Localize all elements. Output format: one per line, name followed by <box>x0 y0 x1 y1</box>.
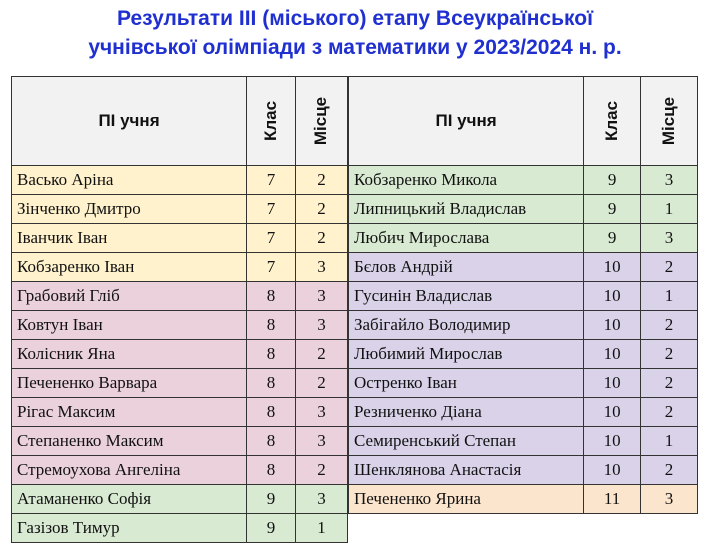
grade-cell: 8 <box>247 398 296 427</box>
student-name-cell: Липницький Владислав <box>349 195 584 224</box>
table-row <box>349 340 698 369</box>
title-line-1: Результати ІІІ (міського) етапу Всеукраїнської <box>116 7 593 30</box>
header-grade <box>247 77 296 166</box>
grade-cell: 7 <box>247 166 296 195</box>
student-name-cell: Зінченко Дмитро <box>12 195 247 224</box>
student-name-cell: Атаманенко Софія <box>12 485 247 514</box>
place-cell: 2 <box>641 253 698 282</box>
grade-cell: 10 <box>584 282 641 311</box>
student-name-cell: Любич Мирослава <box>349 224 584 253</box>
place-cell: 1 <box>641 195 698 224</box>
place-cell: 3 <box>296 253 348 282</box>
header-grade-label: Клас <box>602 100 622 142</box>
grade-cell: 8 <box>247 427 296 456</box>
table-row <box>12 514 348 543</box>
student-name-cell: Ковтун Іван <box>12 311 247 340</box>
place-cell: 1 <box>641 282 698 311</box>
place-cell: 2 <box>641 311 698 340</box>
student-name-cell: Печененко Ярина <box>349 485 584 514</box>
table-row <box>12 369 348 398</box>
table-row <box>349 224 698 253</box>
student-name-cell: Остренко Іван <box>349 369 584 398</box>
table-row <box>349 369 698 398</box>
header-grade-label: Клас <box>261 100 281 142</box>
grade-cell: 9 <box>247 485 296 514</box>
table-row <box>12 340 348 369</box>
grade-cell: 10 <box>584 340 641 369</box>
grade-cell: 10 <box>584 311 641 340</box>
student-name-cell: Газізов Тимур <box>12 514 247 543</box>
grade-cell: 11 <box>584 485 641 514</box>
header-name: ПІ учня <box>349 77 584 166</box>
place-cell: 2 <box>296 340 348 369</box>
place-cell: 2 <box>641 398 698 427</box>
place-cell: 1 <box>296 514 348 543</box>
place-cell: 2 <box>296 224 348 253</box>
student-name-cell: Бєлов Андрій <box>349 253 584 282</box>
table-row <box>349 195 698 224</box>
place-cell: 3 <box>296 485 348 514</box>
grade-cell: 10 <box>584 253 641 282</box>
table-row <box>349 282 698 311</box>
place-cell: 3 <box>641 485 698 514</box>
student-name-cell: Колісник Яна <box>12 340 247 369</box>
header-place-label: Місце <box>659 96 679 146</box>
header-place-label: Місце <box>311 96 331 146</box>
header-grade <box>584 77 641 166</box>
student-name-cell: Стремоухова Ангеліна <box>12 456 247 485</box>
table-row <box>349 485 698 514</box>
grade-cell: 8 <box>247 369 296 398</box>
title-line-2: учнівської олімпіади з математики у 2023/2024 н. р. <box>88 36 622 59</box>
header-place <box>641 77 698 166</box>
header-row <box>12 77 348 166</box>
place-cell: 3 <box>641 166 698 195</box>
header-place <box>296 77 348 166</box>
grade-cell: 10 <box>584 369 641 398</box>
place-cell: 3 <box>296 282 348 311</box>
student-name-cell: Любимий Мирослав <box>349 340 584 369</box>
student-name-cell: Іванчик Іван <box>12 224 247 253</box>
place-cell: 1 <box>641 427 698 456</box>
table-row <box>349 456 698 485</box>
grade-cell: 10 <box>584 398 641 427</box>
results-table-right <box>348 76 698 514</box>
table-row <box>12 485 348 514</box>
place-cell: 2 <box>296 166 348 195</box>
place-cell: 2 <box>296 369 348 398</box>
table-row <box>349 253 698 282</box>
table-row <box>12 282 348 311</box>
grade-cell: 7 <box>247 224 296 253</box>
grade-cell: 7 <box>247 195 296 224</box>
table-row <box>349 166 698 195</box>
place-cell: 2 <box>641 456 698 485</box>
grade-cell: 10 <box>584 427 641 456</box>
place-cell: 3 <box>296 427 348 456</box>
grade-cell: 9 <box>584 224 641 253</box>
header-row <box>349 77 698 166</box>
header-name: ПІ учня <box>12 77 247 166</box>
page-title <box>0 4 710 62</box>
place-cell: 3 <box>296 311 348 340</box>
results-table-left <box>11 76 348 543</box>
student-name-cell: Печененко Варвара <box>12 369 247 398</box>
right-table-body <box>349 166 698 514</box>
grade-cell: 10 <box>584 456 641 485</box>
place-cell: 2 <box>641 369 698 398</box>
student-name-cell: Шенклянова Анастасія <box>349 456 584 485</box>
table-row <box>349 427 698 456</box>
place-cell: 2 <box>296 456 348 485</box>
student-name-cell: Кобзаренко Іван <box>12 253 247 282</box>
table-row <box>12 253 348 282</box>
grade-cell: 8 <box>247 311 296 340</box>
grade-cell: 8 <box>247 282 296 311</box>
left-table-body <box>12 166 348 543</box>
place-cell: 3 <box>641 224 698 253</box>
table-row <box>12 398 348 427</box>
student-name-cell: Гусинін Владислав <box>349 282 584 311</box>
place-cell: 2 <box>296 195 348 224</box>
student-name-cell: Резниченко Діана <box>349 398 584 427</box>
student-name-cell: Рігас Максим <box>12 398 247 427</box>
place-cell: 3 <box>296 398 348 427</box>
grade-cell: 9 <box>584 166 641 195</box>
table-row <box>12 427 348 456</box>
place-cell: 2 <box>641 340 698 369</box>
table-row <box>349 311 698 340</box>
grade-cell: 9 <box>584 195 641 224</box>
student-name-cell: Забігайло Володимир <box>349 311 584 340</box>
student-name-cell: Кобзаренко Микола <box>349 166 584 195</box>
grade-cell: 7 <box>247 253 296 282</box>
table-row <box>349 398 698 427</box>
table-row <box>12 224 348 253</box>
table-row <box>12 195 348 224</box>
table-row <box>12 456 348 485</box>
grade-cell: 8 <box>247 456 296 485</box>
student-name-cell: Семиренський Степан <box>349 427 584 456</box>
student-name-cell: Степаненко Максим <box>12 427 247 456</box>
grade-cell: 9 <box>247 514 296 543</box>
student-name-cell: Грабовий Гліб <box>12 282 247 311</box>
table-row <box>12 166 348 195</box>
student-name-cell: Васько Аріна <box>12 166 247 195</box>
table-row <box>12 311 348 340</box>
grade-cell: 8 <box>247 340 296 369</box>
